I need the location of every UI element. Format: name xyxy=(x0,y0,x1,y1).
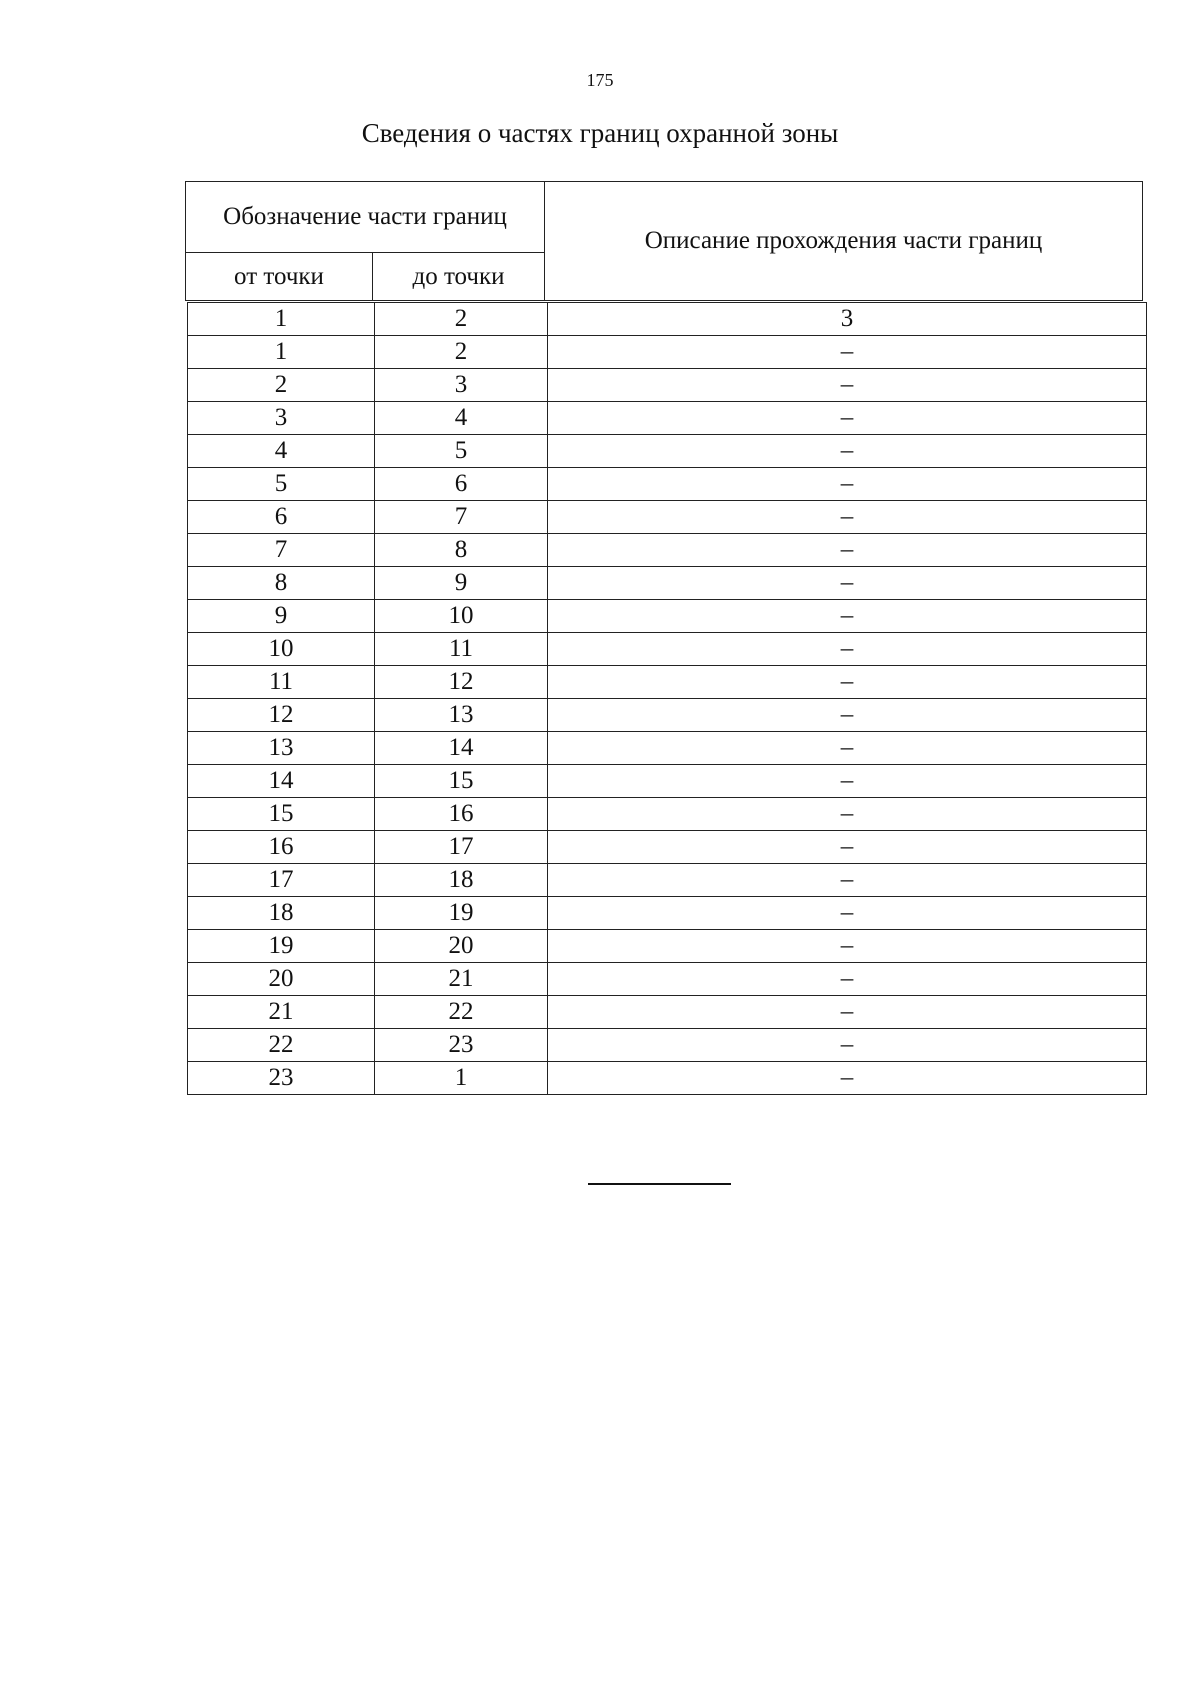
cell-description: – xyxy=(548,567,1147,600)
table-row xyxy=(188,534,1147,567)
column-number: 3 xyxy=(548,303,1147,336)
table-row xyxy=(188,1029,1147,1062)
table-row xyxy=(188,369,1147,402)
cell-to-point: 23 xyxy=(375,1029,548,1062)
cell-description: – xyxy=(548,336,1147,369)
cell-description: – xyxy=(548,996,1147,1029)
cell-to-point: 22 xyxy=(375,996,548,1029)
table-row xyxy=(188,600,1147,633)
table-row xyxy=(188,633,1147,666)
cell-description: – xyxy=(548,798,1147,831)
cell-description: – xyxy=(548,930,1147,963)
column-number: 1 xyxy=(188,303,375,336)
cell-from-point: 13 xyxy=(188,732,375,765)
cell-from-point: 23 xyxy=(188,1062,375,1095)
cell-description: – xyxy=(548,831,1147,864)
cell-from-point: 8 xyxy=(188,567,375,600)
cell-to-point: 21 xyxy=(375,963,548,996)
cell-from-point: 6 xyxy=(188,501,375,534)
cell-to-point: 15 xyxy=(375,765,548,798)
cell-description: – xyxy=(548,864,1147,897)
cell-from-point: 4 xyxy=(188,435,375,468)
cell-description: – xyxy=(548,699,1147,732)
cell-to-point: 9 xyxy=(375,567,548,600)
table-row xyxy=(188,798,1147,831)
cell-from-point: 3 xyxy=(188,402,375,435)
table-row xyxy=(188,930,1147,963)
cell-from-point: 5 xyxy=(188,468,375,501)
cell-description: – xyxy=(548,402,1147,435)
cell-to-point: 10 xyxy=(375,600,548,633)
table-row xyxy=(188,963,1147,996)
header-to-point: до точки xyxy=(373,253,545,301)
cell-from-point: 21 xyxy=(188,996,375,1029)
cell-description: – xyxy=(548,369,1147,402)
cell-to-point: 12 xyxy=(375,666,548,699)
cell-to-point: 1 xyxy=(375,1062,548,1095)
cell-description: – xyxy=(548,963,1147,996)
table-row xyxy=(188,468,1147,501)
table-row xyxy=(188,336,1147,369)
table-body xyxy=(188,303,1147,1095)
table-header xyxy=(185,181,1143,301)
cell-description: – xyxy=(548,732,1147,765)
header-from-point: от точки xyxy=(186,253,373,301)
cell-to-point: 8 xyxy=(375,534,548,567)
table-row xyxy=(188,864,1147,897)
cell-from-point: 15 xyxy=(188,798,375,831)
table-row xyxy=(188,402,1147,435)
cell-description: – xyxy=(548,1029,1147,1062)
header-designation: Обозначение части границ xyxy=(186,182,545,253)
cell-from-point: 7 xyxy=(188,534,375,567)
cell-from-point: 11 xyxy=(188,666,375,699)
table-row xyxy=(188,831,1147,864)
cell-from-point: 9 xyxy=(188,600,375,633)
cell-to-point: 20 xyxy=(375,930,548,963)
cell-to-point: 5 xyxy=(375,435,548,468)
column-number: 2 xyxy=(375,303,548,336)
cell-to-point: 3 xyxy=(375,369,548,402)
cell-to-point: 13 xyxy=(375,699,548,732)
table-row xyxy=(188,765,1147,798)
cell-from-point: 18 xyxy=(188,897,375,930)
cell-description: – xyxy=(548,600,1147,633)
cell-description: – xyxy=(548,501,1147,534)
cell-from-point: 17 xyxy=(188,864,375,897)
cell-description: – xyxy=(548,765,1147,798)
table-row xyxy=(188,1062,1147,1095)
end-divider xyxy=(588,1183,731,1185)
boundary-parts-table xyxy=(187,302,1147,1095)
cell-description: – xyxy=(548,534,1147,567)
table-row xyxy=(188,666,1147,699)
cell-description: – xyxy=(548,468,1147,501)
cell-description: – xyxy=(548,1062,1147,1095)
cell-from-point: 10 xyxy=(188,633,375,666)
cell-from-point: 12 xyxy=(188,699,375,732)
table-row xyxy=(188,699,1147,732)
cell-description: – xyxy=(548,666,1147,699)
page-number: 175 xyxy=(586,70,614,90)
table-row xyxy=(188,996,1147,1029)
cell-to-point: 17 xyxy=(375,831,548,864)
cell-to-point: 4 xyxy=(375,402,548,435)
cell-to-point: 11 xyxy=(375,633,548,666)
table-row xyxy=(188,732,1147,765)
cell-to-point: 16 xyxy=(375,798,548,831)
cell-description: – xyxy=(548,897,1147,930)
column-number-row xyxy=(188,303,1147,336)
cell-description: – xyxy=(548,633,1147,666)
cell-to-point: 6 xyxy=(375,468,548,501)
header-description: Описание прохождения части границ xyxy=(545,182,1143,301)
page-title: Сведения о частях границ охранной зоны xyxy=(361,118,839,148)
table-row xyxy=(188,897,1147,930)
cell-to-point: 7 xyxy=(375,501,548,534)
cell-to-point: 2 xyxy=(375,336,548,369)
table-row xyxy=(188,501,1147,534)
table-row xyxy=(188,567,1147,600)
cell-from-point: 19 xyxy=(188,930,375,963)
cell-to-point: 19 xyxy=(375,897,548,930)
cell-from-point: 22 xyxy=(188,1029,375,1062)
table-row xyxy=(188,435,1147,468)
cell-from-point: 2 xyxy=(188,369,375,402)
cell-from-point: 20 xyxy=(188,963,375,996)
cell-from-point: 16 xyxy=(188,831,375,864)
cell-description: – xyxy=(548,435,1147,468)
cell-to-point: 18 xyxy=(375,864,548,897)
cell-from-point: 1 xyxy=(188,336,375,369)
cell-to-point: 14 xyxy=(375,732,548,765)
cell-from-point: 14 xyxy=(188,765,375,798)
